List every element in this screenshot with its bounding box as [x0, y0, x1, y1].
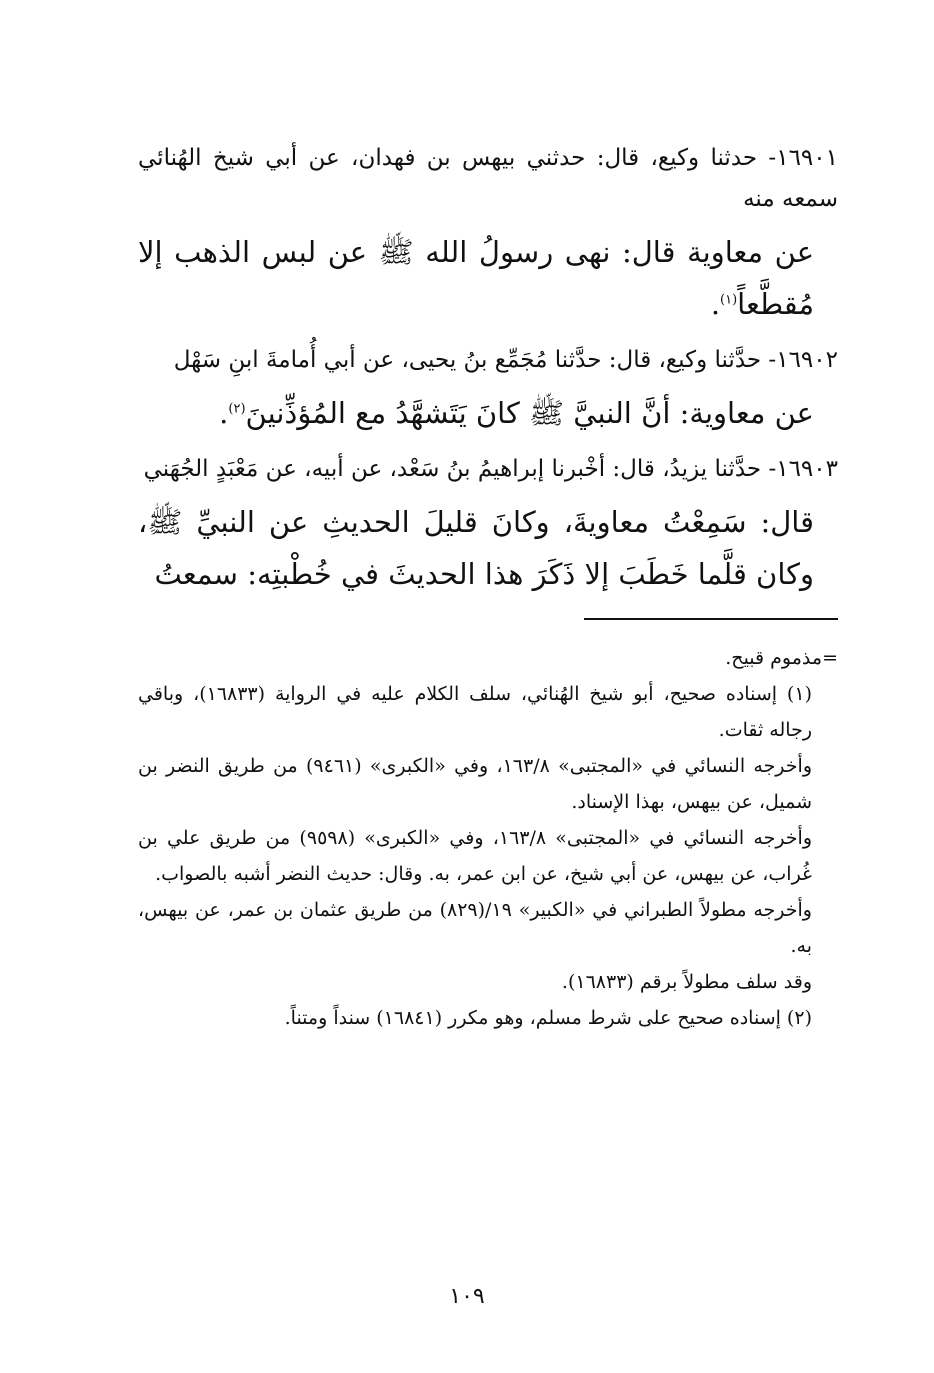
matn-end: . [219, 396, 229, 430]
hadith-16901 [138, 138, 838, 330]
footnote-marker: (١) [720, 292, 738, 308]
hadith-matn [138, 496, 838, 600]
footnote-line: =مذموم قبيح. [725, 647, 838, 669]
footnote-line: وأخرجه النسائي في «المجتبى» ١٦٣/٨، وفي «الكبرى» (٩٥٩٨) من طريق علي بن غُراب، عن بيهس، عن أبي شيخ، عن ابن عمر، به. وقال: حديث النضر أشبه بالصواب. [138, 827, 813, 885]
hadith-matn [138, 226, 838, 330]
footnote-marker: (٢) [228, 401, 246, 417]
footnotes [138, 640, 838, 1036]
matn-text: عن معاوية: أنَّ النبيَّ ﷺ كانَ يَتَشهَّدُ مع المُؤذِّنينَ [245, 396, 814, 430]
footnote-line: وأخرجه النسائي في «المجتبى» ١٦٣/٨، وفي «الكبرى» (٩٤٦١) من طريق النضر بن شميل، عن بيهس، بهذا الإسناد. [138, 755, 812, 813]
footnote-separator [584, 618, 838, 620]
matn-text: قال: سَمِعْتُ معاويةَ، وكانَ قليلَ الحديثِ عن النبيِّ ﷺ، وكان قلَّما خَطَبَ إلا ذَكَرَ هذا الحديثَ في خُطْبتِه: سمعتُ [138, 505, 814, 591]
footnote-line: وقد سلف مطولاً برقم (١٦٨٣٣). [561, 971, 812, 993]
hadith-isnad: ١٦٩٠١- حدثنا وكيع، قال: حدثني بيهس بن فهدان، عن أبي شيخ الهُنائي سمعه منه [138, 145, 838, 212]
hadith-16902 [138, 340, 838, 439]
hadith-isnad: ١٦٩٠٣- حدَّثنا يزيدُ، قال: أخْبرنا إبراهيمُ بنُ سَعْد، عن أبيه، عن مَعْبَدٍ الجُهَني [143, 456, 838, 482]
hadith-matn [138, 387, 838, 439]
hadith-16903 [138, 449, 838, 600]
matn-end: . [710, 287, 721, 321]
footnote-line: (٢) إسناده صحيح على شرط مسلم، وهو مكرر (١٦٨٤١) سنداً ومتناً. [284, 1007, 812, 1029]
footnote-line: وأخرجه مطولاً الطبراني في «الكبير» ١٩/(٨٢٩) من طريق عثمان بن عمر، عن بيهس، به. [138, 899, 812, 957]
hadith-isnad: ١٦٩٠٢- حدَّثنا وكيع، قال: حدَّثنا مُجَمِّع بنُ يحيى، عن أبي أُمامةَ ابنِ سَهْل [173, 347, 838, 373]
footnote-line: (١) إسناده صحيح، أبو شيخ الهُنائي، سلف الكلام عليه في الرواية (١٦٨٣٣)، وباقي رجاله ثقات. [138, 683, 812, 741]
page-number: ١٠٩ [449, 1284, 485, 1309]
matn-text: عن معاوية قال: نهى رسولُ الله ﷺ عن لبس الذهب إلا مُقطَّعاً [138, 235, 814, 321]
